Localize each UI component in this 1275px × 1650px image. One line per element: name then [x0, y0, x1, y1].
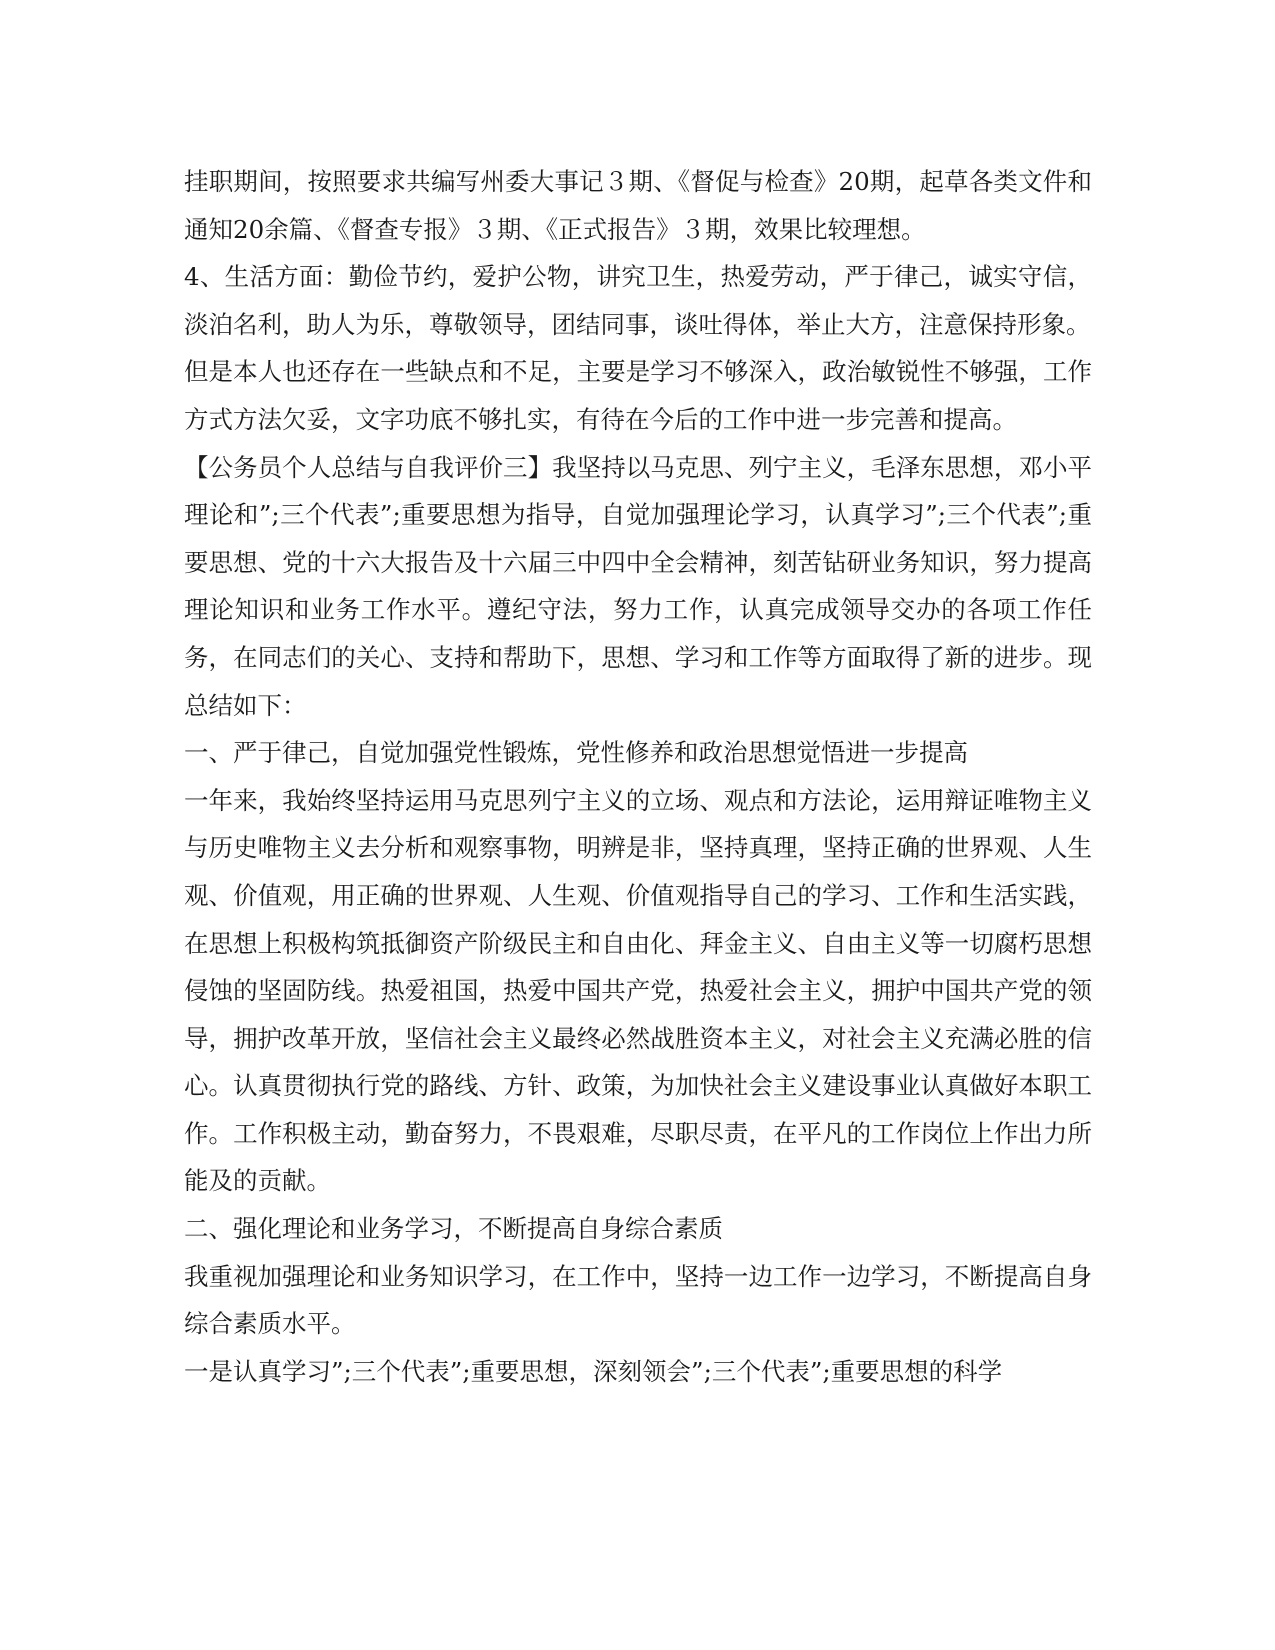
section-heading-two: 二、强化理论和业务学习，不断提高自身综合素质: [184, 1214, 723, 1244]
paragraph-political-thought: 一年来，我始终坚持运用马克思列宁主义的立场、观点和方法论，运用辩证唯物主义与历史唯物主义去分析和观察事物，明辨是非，坚持真理，坚持正确的世界观、人生观、价值观，用正确的世界观、人生观、价值观指导自己的学习、工作和生活实践，在思想上积极构筑抵御资产阶级民主和自由化、拜金主义、自由主义等一切腐朽思想侵蚀的坚固防线。热爱祖国，热爱中国共产党，热爱社会主义，拥护中国共产党的领导，拥护改革开放，坚信社会主义最终必然战胜资本主义，对社会主义充满必胜的信心。认真贯彻执行党的路线、方针、政策，为加快社会主义建设事业认真做好本职工作。工作积极主动，勤奋努力，不畏艰难，尽职尽责，在平凡的工作岗位上作出力所能及的贡献。: [184, 785, 1092, 1196]
paragraph-work-output: 挂职期间，按照要求共编写州委大事记３期、《督促与检查》20期，起草各类文件和通知20余篇、《督查专报》３期、《正式报告》３期，效果比较理想。: [184, 167, 1092, 244]
paragraph-shortcomings: 但是本人也还存在一些缺点和不足，主要是学习不够深入，政治敏锐性不够强，工作方式方法欠妥，文字功底不够扎实，有待在今后的工作中进一步完善和提高。: [184, 357, 1092, 434]
paragraph-study-point-one: 一是认真学习”;三个代表”;重要思想，深刻领会”;三个代表”;重要思想的科学: [184, 1356, 1003, 1386]
paragraph-study: 我重视加强理论和业务知识学习，在工作中，坚持一边工作一边学习，不断提高自身综合素质水平。: [184, 1261, 1092, 1339]
paragraph-life-aspect: 4、生活方面：勤俭节约，爱护公物，讲究卫生，热爱劳动，严于律己，诚实守信，淡泊名利，助人为乐，尊敬领导，团结同事，谈吐得体，举止大方，注意保持形象。: [184, 262, 1092, 339]
document-body: [184, 158, 1092, 1395]
section-heading-one: 一、严于律己，自觉加强党性锻炼，党性修养和政治思想觉悟进一步提高: [184, 738, 968, 768]
paragraph-summary-three-intro: 【公务员个人总结与自我评价三】我坚持以马克思、列宁主义，毛泽东思想，邓小平理论和”;三个代表”;重要思想为指导，自觉加强理论学习，认真学习”;三个代表”;重要思想、党的十六大报告及十六届三中四中全会精神，刻苦钻研业务知识，努力提高理论知识和业务工作水平。遵纪守法，努力工作，认真完成领导交办的各项工作任务，在同志们的关心、支持和帮助下，思想、学习和工作等方面取得了新的进步。现总结如下：: [184, 452, 1092, 720]
